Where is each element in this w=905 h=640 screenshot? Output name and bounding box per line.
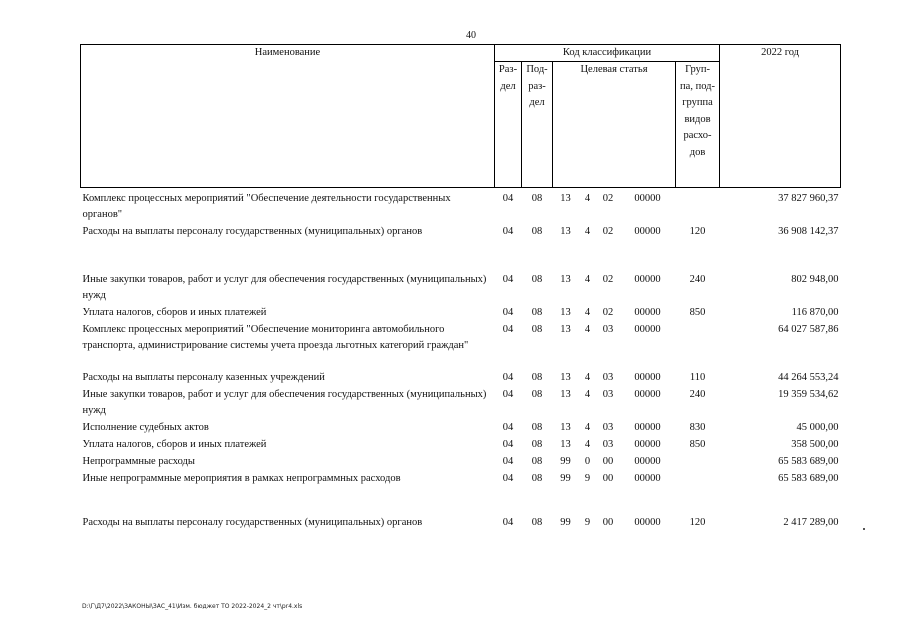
row-target-part4: 00000 xyxy=(634,193,661,204)
row-vid: 830 xyxy=(689,422,706,433)
row-name: Расходы на выплаты персоналу государственных (муниципальных) органов xyxy=(82,226,423,237)
row-target-part4: 00000 xyxy=(634,307,661,318)
table-row xyxy=(81,436,841,453)
row-target-part1: 99 xyxy=(560,473,571,484)
row-target-part3: 03 xyxy=(602,439,614,450)
scan-dot xyxy=(863,528,865,530)
table-row xyxy=(81,419,841,436)
row-target-part4: 00000 xyxy=(634,517,661,528)
row-target-part2: 4 xyxy=(584,226,591,237)
table-row xyxy=(81,369,841,386)
row-target-part4: 00000 xyxy=(634,226,661,237)
row-amount: 802 948,00 xyxy=(791,274,839,285)
row-razdel: 04 xyxy=(502,307,514,318)
row-amount: 36 908 142,37 xyxy=(778,226,839,237)
row-target-part2: 9 xyxy=(584,517,591,528)
row-name: Уплата налогов, сборов и иных платежей xyxy=(82,439,267,450)
table-body xyxy=(81,188,841,532)
table-row xyxy=(81,304,841,321)
row-name: Расходы на выплаты персоналу казенных учреждений xyxy=(82,372,325,383)
row-amount: 44 264 553,24 xyxy=(778,372,839,383)
row-target-part3: 02 xyxy=(602,307,614,318)
row-target-part4: 00000 xyxy=(634,473,661,484)
header-razdel: Раз- дел xyxy=(495,62,522,188)
row-target-part1: 13 xyxy=(560,389,571,400)
row-target-part2: 0 xyxy=(584,456,591,467)
row-razdel: 04 xyxy=(502,193,514,204)
row-podrazdel: 08 xyxy=(531,389,543,400)
row-razdel: 04 xyxy=(502,456,514,467)
header-name: Наименование xyxy=(81,45,495,188)
row-podrazdel: 08 xyxy=(531,226,543,237)
row-target-part4: 00000 xyxy=(634,372,661,383)
row-name: Иные закупки товаров, работ и услуг для обеспечения государственных (муниципальных) нужд xyxy=(82,389,487,416)
row-target-part4: 00000 xyxy=(634,456,661,467)
row-target-part3: 03 xyxy=(602,422,614,433)
row-target-part1: 99 xyxy=(560,517,571,528)
row-vid: 850 xyxy=(689,307,706,318)
header-vid-group: Груп- па, под- группа видов расхо- дов xyxy=(676,62,720,188)
row-target-part2: 4 xyxy=(584,389,591,400)
row-target-part4: 00000 xyxy=(634,389,661,400)
row-razdel: 04 xyxy=(502,517,514,528)
table-row xyxy=(81,453,841,470)
row-razdel: 04 xyxy=(502,226,514,237)
row-target-part2: 4 xyxy=(584,307,591,318)
row-vid xyxy=(676,453,720,470)
row-podrazdel: 08 xyxy=(531,439,543,450)
table-row xyxy=(81,188,841,224)
row-target-part3: 00 xyxy=(602,473,614,484)
row-amount: 65 583 689,00 xyxy=(778,473,839,484)
budget-table xyxy=(80,44,841,531)
row-target-part3: 00 xyxy=(602,517,614,528)
table-row xyxy=(81,470,841,502)
row-razdel: 04 xyxy=(502,473,514,484)
table-row xyxy=(81,386,841,419)
row-vid xyxy=(676,321,720,369)
table-row xyxy=(81,257,841,304)
row-razdel: 04 xyxy=(502,389,514,400)
row-target-part1: 13 xyxy=(560,274,571,285)
row-target-part4: 00000 xyxy=(634,274,661,285)
row-vid: 120 xyxy=(689,226,706,237)
row-podrazdel: 08 xyxy=(531,307,543,318)
row-target-part1: 13 xyxy=(560,372,571,383)
file-path-footer: D:\Г\Д7\2022\ЗАКОНЫ\ЗАС_41\Изм. бюджет ТО 2022-2024_2 чт\pr4.xls xyxy=(82,603,303,610)
row-name: Иные закупки товаров, работ и услуг для обеспечения государственных (муниципальных) нужд xyxy=(82,274,487,301)
row-amount: 116 870,00 xyxy=(791,307,839,318)
row-razdel: 04 xyxy=(502,439,514,450)
row-vid: 240 xyxy=(689,389,706,400)
row-name: Комплекс процессных мероприятий "Обеспечение деятельности государственных органов" xyxy=(82,193,451,220)
row-target-part3: 03 xyxy=(602,372,614,383)
table-row xyxy=(81,502,841,531)
row-target-part1: 13 xyxy=(560,226,571,237)
row-name: Уплата налогов, сборов и иных платежей xyxy=(82,307,267,318)
row-target-part4: 00000 xyxy=(634,324,661,335)
row-vid xyxy=(676,188,720,224)
row-target-part3: 02 xyxy=(602,193,614,204)
row-amount: 45 000,00 xyxy=(796,422,839,433)
row-vid: 120 xyxy=(689,517,706,528)
row-amount: 65 583 689,00 xyxy=(778,456,839,467)
table-header xyxy=(81,45,841,188)
row-target-part4: 00000 xyxy=(634,422,661,433)
row-amount: 19 359 534,62 xyxy=(778,389,839,400)
row-target-part2: 4 xyxy=(584,274,591,285)
row-target-part1: 99 xyxy=(560,456,571,467)
row-name: Расходы на выплаты персоналу государственных (муниципальных) органов xyxy=(82,517,423,528)
header-target-article: Целевая статья xyxy=(553,62,676,188)
row-podrazdel: 08 xyxy=(531,517,543,528)
row-podrazdel: 08 xyxy=(531,193,543,204)
row-target-part2: 4 xyxy=(584,439,591,450)
row-amount: 2 417 289,00 xyxy=(783,517,839,528)
row-vid: 850 xyxy=(689,439,706,450)
row-razdel: 04 xyxy=(502,372,514,383)
row-name: Непрограммные расходы xyxy=(82,456,195,467)
row-name: Исполнение судебных актов xyxy=(82,422,209,433)
row-target-part2: 9 xyxy=(584,473,591,484)
row-target-part1: 13 xyxy=(560,324,571,335)
table-row xyxy=(81,321,841,369)
page-number: 40 xyxy=(466,30,476,41)
row-razdel: 04 xyxy=(502,324,514,335)
row-target-part2: 4 xyxy=(584,193,591,204)
row-vid: 240 xyxy=(689,274,706,285)
row-podrazdel: 08 xyxy=(531,274,543,285)
row-target-part2: 4 xyxy=(584,422,591,433)
header-year: 2022 год xyxy=(720,45,841,188)
row-amount: 37 827 960,37 xyxy=(778,193,839,204)
row-target-part1: 13 xyxy=(560,422,571,433)
row-target-part3: 00 xyxy=(602,456,614,467)
row-target-part3: 03 xyxy=(602,389,614,400)
row-target-part3: 02 xyxy=(602,274,614,285)
row-target-part1: 13 xyxy=(560,439,571,450)
header-classification-code: Код классификации xyxy=(495,45,720,62)
row-vid xyxy=(676,470,720,502)
row-podrazdel: 08 xyxy=(531,422,543,433)
row-name: Комплекс процессных мероприятий "Обеспечение мониторинга автомобильного транспорта, администрирование системы учета проезда льготных категорий граждан" xyxy=(82,324,469,351)
row-amount: 358 500,00 xyxy=(791,439,839,450)
row-target-part2: 4 xyxy=(584,372,591,383)
header-podrazdel: Под- раз- дел xyxy=(522,62,553,188)
row-podrazdel: 08 xyxy=(531,456,543,467)
row-razdel: 04 xyxy=(502,274,514,285)
row-razdel: 04 xyxy=(502,422,514,433)
row-podrazdel: 08 xyxy=(531,473,543,484)
row-target-part1: 13 xyxy=(560,307,571,318)
row-podrazdel: 08 xyxy=(531,372,543,383)
row-name: Иные непрограммные мероприятия в рамках непрограммных расходов xyxy=(82,473,401,484)
row-amount: 64 027 587,86 xyxy=(778,324,839,335)
row-podrazdel: 08 xyxy=(531,324,543,335)
row-target-part2: 4 xyxy=(584,324,591,335)
row-vid: 110 xyxy=(689,372,706,383)
table-row xyxy=(81,223,841,257)
row-target-part1: 13 xyxy=(560,193,571,204)
row-target-part3: 03 xyxy=(602,324,614,335)
row-target-part3: 02 xyxy=(602,226,614,237)
row-target-part4: 00000 xyxy=(634,439,661,450)
